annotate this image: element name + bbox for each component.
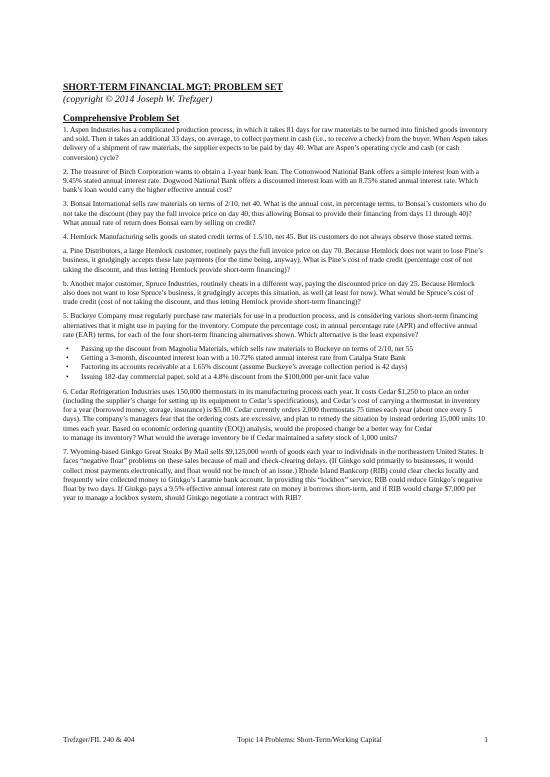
problem-3: 3. Bonsai International sells raw materials on terms of 2/10, net 40. What is the annual cost, in percentage terms, to Bonsai’s customers who do not take the discount (they pay the full invoice price on day 40, thus allowing Bonsai to provide their financing from days 11 through 40)? What annual rate of return does Bonsai earn by selling on credit? [63, 199, 487, 227]
page-number: 1 [484, 735, 488, 744]
document-body [63, 82, 488, 507]
problem-4a: a. Pine Distributors, a large Hemlock customer, routinely pays the full invoice price on day 70. Because Hemlock does not want to lose Pine’s business, it grudgingly accepts these late payments (for the time being, anyway). What is Pine’s cost of trade credit (percentage cost of not taking the discount, and thus letting Hemlock provide short-term financing)? [63, 246, 483, 274]
problem-4: 4. Hemlock Manufacturing sells goods on stated credit terms of 1.5/10, net 45. But its customers do not always observe those stated terms. [63, 232, 473, 242]
list-item: • Issuing 182-day commercial paper, sold at a 4.8% discount from the $100,000 per-unit face value [81, 372, 488, 381]
problem-6-continued: to manage its inventory? What would the average inventory be if Cedar maintained a safety stock of 1,000 units? [63, 432, 398, 442]
page-footer [63, 735, 488, 744]
document-title: SHORT-TERM FINANCIAL MGT: PROBLEM SET [63, 82, 283, 93]
list-item: • Getting a 3-month, discounted interest loan with a 10.72% stated annual interest rate from Catalpa State Bank [81, 353, 488, 362]
list-item: • Passing up the discount from Magnolia Materials, which sells raw materials to Buckeye on terms of 2/10, net 55 [81, 344, 488, 353]
problem-4b: b. Another major customer, Spruce Industries, routinely cheats in a different way, paying the discounted price on day 25. Because Hemlock also does not want to lose Spruce’s business, it grudgingly accepts this situation, as well (at least for now). What would be Spruce’s cost of trade credit (cost of not taking the discount, and thus letting Hemlock provide short-term financing)? [63, 278, 475, 307]
problem-1: 1. Aspen Industries has a complicated production process, in which it takes 81 days for raw materials to be turned into finished goods inventory and sold. Then it takes an additional 33 days, on average, to collect payment in cash (i.e., to receive a check) from the buyer. When Aspen takes delivery of a shipment of raw materials, the supplier expects to be paid by day 40. What are Aspen’s operating cycle and cash (or cash conversion) cycle? [63, 125, 488, 162]
problem-5: 5. Buckeye Company must regularly purchase raw materials for use in a production process, and is considering various short-term financing alternatives that it might use in paying for the inventory. Compute the percentage cost, in annual percentage rate (APR) and effective annual rate (EAR) terms, for each of the four short-term financing alternatives shown. Which alternative is the least expensive? [63, 311, 478, 339]
footer-course: Trefzger/FIL 240 & 404 [63, 735, 135, 744]
copyright-line: (copyright © 2014 Joseph W. Trefzger) [63, 94, 213, 105]
financing-alternatives-list [63, 344, 488, 381]
problem-6: 6. Cedar Refrigeration Industries uses 150,000 thermostats in its manufacturing process each year. It costs Cedar $1,250 to place an order (including the supplier’s charge for setting up its equipment to Cedar’s specifications), and Cedar’s cost of carrying a thermostat in inventory for a year (borrowed money, storage, insurance) is $5.00. Cedar currently orders 2,000 thermostats 75 times each year (about once every 5 days). The company’s managers fear that the ordering costs are excessive, and plan to remedy the situation by instead ordering 15,000 units 10 times each year. Based on economic ordering quantity (EOQ) analysis, would the proposed change be a better way for Cedar [63, 386, 486, 433]
section-heading: Comprehensive Problem Set [63, 113, 180, 124]
list-item: • Factoring its accounts receivable at a 1.65% discount (assume Buckeye’s average collection period is 42 days) [81, 362, 488, 371]
problem-7: 7. Wyoming-based Ginkgo Great Steaks By Mail sells $9,125,000 worth of goods each year to individuals in the northeastern United States. It faces “negative float” problems on these sales because of mail and check-clearing delays. (If Ginkgo sold primarily to businesses, it would collect most payments electronically, and float would not be much of an issue.) Rhode Island Bankcorp (RIB) could clear checks locally and frequently wire collected money to Ginkgo’s Laramie bank account. In providing this “lockbox” service, RIB could reduce Ginkgo’s negative float by two days. If Ginkgo pays a 9.5% effective annual interest rate on money it borrows short-term, and if RIB would charge $7,000 per year to manage a lockbox system, should Ginkgo negotiate a contract with RIB? [63, 447, 484, 503]
problem-2: 2. The treasurer of Birch Corporation wants to obtain a 1-year bank loan. The Cottonwood National Bank offers a simple interest loan with a 9.45% stated annual interest rate. Dogwood National Bank offers a discounted interest loan with an 8.75% stated annual interest rate. Which bank’s loan would carry the higher effective annual cost? [63, 166, 480, 195]
footer-topic: Topic 14 Problems: Short-Term/Working Capital [237, 735, 382, 744]
